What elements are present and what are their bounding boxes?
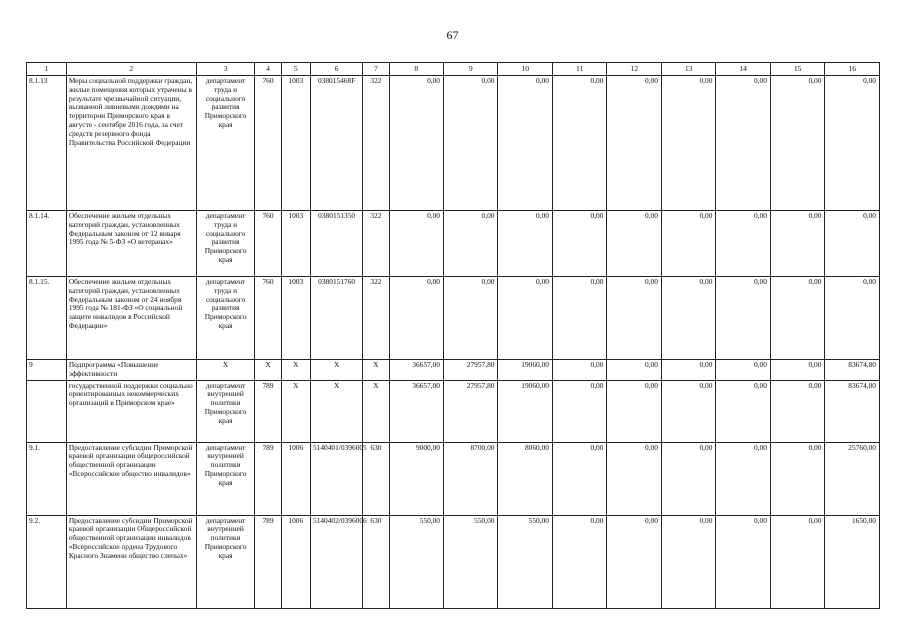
table-cell-c13: 0,00 <box>661 515 715 608</box>
table-cell-no: 9 <box>27 360 67 381</box>
column-header: 4 <box>255 63 281 76</box>
table-cell-no: 8.1.15. <box>27 277 67 360</box>
table-cell-c15: 0,00 <box>770 76 824 211</box>
table-cell-c8: 550,00 <box>389 515 443 608</box>
table-cell-c6: 5140402/0396006 <box>310 515 362 608</box>
table-cell-name: Обеспечение жильем отдельных категорий граждан, установленных Федеральным законом от 24 ноября 1995 года № 181-ФЗ «О социальной защите инвалидов в Российской Федерации» <box>66 277 196 360</box>
table-cell-c12: 0,00 <box>607 76 661 211</box>
table-cell-c12: 0,00 <box>607 515 661 608</box>
table-cell-c13: 0,00 <box>661 76 715 211</box>
table-cell-c10: 0,00 <box>498 76 552 211</box>
table-cell-no: 8.1.14. <box>27 211 67 277</box>
table-cell-c14: 0,00 <box>716 211 770 277</box>
table-cell-c5: 1006 <box>281 515 310 608</box>
table-cell-c8: 9000,00 <box>389 442 443 515</box>
table-cell-c16: 83674,80 <box>825 380 880 442</box>
table-cell-c15: 0,00 <box>770 515 824 608</box>
table-cell-c10: 8060,00 <box>498 442 552 515</box>
page-number: 67 <box>446 28 459 42</box>
table-cell-c16: 1650,00 <box>825 515 880 608</box>
table-row <box>27 360 880 381</box>
table-cell-c5: 1006 <box>281 442 310 515</box>
table-cell-c5: 1003 <box>281 211 310 277</box>
table-row <box>27 442 880 515</box>
table-cell-c15: 0,00 <box>770 360 824 381</box>
table-cell-exec: департамент труда и социального развития Приморского края <box>196 211 255 277</box>
table-cell-c4: 760 <box>255 76 281 211</box>
table-cell-c9: 0,00 <box>444 277 498 360</box>
table-cell-c16: 25760,00 <box>825 442 880 515</box>
table-cell-c9: 27957,80 <box>444 360 498 381</box>
table-cell-c14: 0,00 <box>716 380 770 442</box>
table-cell-c10: 550,00 <box>498 515 552 608</box>
table-row <box>27 211 880 277</box>
table-cell-c8: 0,00 <box>389 277 443 360</box>
column-header: 10 <box>498 63 552 76</box>
budget-table <box>26 62 880 609</box>
table-cell-c6: 038015468F <box>310 76 362 211</box>
header-row <box>27 63 880 76</box>
table-cell-c11: 0,00 <box>552 277 606 360</box>
table-cell-c14: 0,00 <box>716 76 770 211</box>
table-cell-c16: 0,00 <box>825 76 880 211</box>
table-cell-c8: 0,00 <box>389 76 443 211</box>
table-cell-exec: департамент труда и социального развития Приморского края <box>196 277 255 360</box>
table-cell-name: Обеспечение жильем отдельных категорий граждан, установленных Федеральным законом от 12 января 1995 года № 5-ФЗ «О ветеранах» <box>66 211 196 277</box>
table-cell-c12: 0,00 <box>607 360 661 381</box>
table-cell-no: 8.1.13 <box>27 76 67 211</box>
table-cell-exec: X <box>196 360 255 381</box>
table-cell-c15: 0,00 <box>770 277 824 360</box>
table-cell-c4: 760 <box>255 211 281 277</box>
table-cell-c8: 0,00 <box>389 211 443 277</box>
table-cell-c4: 789 <box>255 515 281 608</box>
table-cell-exec: департамент внутренней политики Приморского края <box>196 515 255 608</box>
column-header: 1 <box>27 63 67 76</box>
table-cell-c12: 0,00 <box>607 211 661 277</box>
column-header: 6 <box>310 63 362 76</box>
table-row <box>27 380 880 442</box>
column-header: 7 <box>363 63 389 76</box>
table-cell-c10: 19060,00 <box>498 360 552 381</box>
column-header: 13 <box>661 63 715 76</box>
table-cell-c12: 0,00 <box>607 442 661 515</box>
table-row <box>27 515 880 608</box>
table-cell-exec: департамент внутренней политики Приморского края <box>196 380 255 442</box>
column-header: 5 <box>281 63 310 76</box>
table-cell-c7: 322 <box>363 76 389 211</box>
table-cell-c13: 0,00 <box>661 277 715 360</box>
table-cell-c4: 789 <box>255 442 281 515</box>
table-cell-c15: 0,00 <box>770 442 824 515</box>
table-cell-c12: 0,00 <box>607 380 661 442</box>
table-cell-c15: 0,00 <box>770 211 824 277</box>
table-cell-c16: 0,00 <box>825 277 880 360</box>
table-cell-c13: 0,00 <box>661 360 715 381</box>
table-cell-c7: 322 <box>363 277 389 360</box>
table-cell-c10: 19060,00 <box>498 380 552 442</box>
table-cell-c6: X <box>310 360 362 381</box>
table-cell-name: Меры социальной поддержки граждан, жилые помещения которых утрачены в результате чрезвычайной ситуации, вызванной ливневыми дождями на территории Приморского края в августе - сентябре 2016 года, за счет средств резервного фонда Правительства Российской Федерации <box>66 76 196 211</box>
table-cell-c9: 8700,00 <box>444 442 498 515</box>
table-cell-c8: 36657,00 <box>389 360 443 381</box>
table-cell-c11: 0,00 <box>552 380 606 442</box>
table-cell-c14: 0,00 <box>716 360 770 381</box>
table-cell-c4: 789 <box>255 380 281 442</box>
table-cell-c13: 0,00 <box>661 380 715 442</box>
table-cell-c7: 630 <box>363 515 389 608</box>
table-cell-name: Предоставление субсидии Приморской краевой организации Общероссийской общественной организации инвалидов «Всероссийское ордена Трудового Красного Знамени общество слепых» <box>66 515 196 608</box>
table-cell-c4: X <box>255 360 281 381</box>
table-cell-c5: 1003 <box>281 76 310 211</box>
table-cell-c11: 0,00 <box>552 515 606 608</box>
table-cell-c5: X <box>281 380 310 442</box>
table-cell-c7: X <box>363 360 389 381</box>
table-cell-c6: 5140401/0396005 <box>310 442 362 515</box>
table-cell-exec: департамент внутренней политики Приморского края <box>196 442 255 515</box>
table-cell-c11: 0,00 <box>552 211 606 277</box>
table-cell-c16: 0,00 <box>825 211 880 277</box>
table-cell-c9: 0,00 <box>444 211 498 277</box>
table-cell-no: 9.1. <box>27 442 67 515</box>
column-header: 8 <box>389 63 443 76</box>
column-header: 16 <box>825 63 880 76</box>
column-header: 2 <box>66 63 196 76</box>
table-row <box>27 277 880 360</box>
table-cell-no: 9.2. <box>27 515 67 608</box>
table-cell-c10: 0,00 <box>498 277 552 360</box>
column-header: 3 <box>196 63 255 76</box>
table-cell-c6: 0380151350 <box>310 211 362 277</box>
table-cell-no <box>27 380 67 442</box>
table-cell-c10: 0,00 <box>498 211 552 277</box>
table-cell-c11: 0,00 <box>552 360 606 381</box>
table-cell-c9: 27957,80 <box>444 380 498 442</box>
table-cell-c14: 0,00 <box>716 277 770 360</box>
table-cell-c14: 0,00 <box>716 442 770 515</box>
column-header: 9 <box>444 63 498 76</box>
table-cell-c11: 0,00 <box>552 442 606 515</box>
table-cell-c8: 36657,00 <box>389 380 443 442</box>
table-cell-c5: 1003 <box>281 277 310 360</box>
table-cell-c13: 0,00 <box>661 442 715 515</box>
table-cell-c7: 322 <box>363 211 389 277</box>
table-cell-name: Предоставление субсидии Приморской краевой организации общероссийской общественной организации «Всероссийское общество инвалидов» <box>66 442 196 515</box>
table-cell-c12: 0,00 <box>607 277 661 360</box>
column-header: 14 <box>716 63 770 76</box>
table-cell-c15: 0,00 <box>770 380 824 442</box>
table-cell-c7: 630 <box>363 442 389 515</box>
column-header: 15 <box>770 63 824 76</box>
column-header: 12 <box>607 63 661 76</box>
table-cell-c6: X <box>310 380 362 442</box>
table-cell-name: государственной поддержки социально ориентированных некоммерческих организаций в Приморском крае» <box>66 380 196 442</box>
table-cell-name: Подпрограмма «Повышение эффективности <box>66 360 196 381</box>
table-cell-c11: 0,00 <box>552 76 606 211</box>
table-cell-c9: 550,00 <box>444 515 498 608</box>
table-cell-c16: 83674,80 <box>825 360 880 381</box>
table-cell-c4: 760 <box>255 277 281 360</box>
table-cell-c14: 0,00 <box>716 515 770 608</box>
table-cell-c5: X <box>281 360 310 381</box>
table-cell-exec: департамент труда и социального развития Приморского края <box>196 76 255 211</box>
table-cell-c7: X <box>363 380 389 442</box>
table-cell-c13: 0,00 <box>661 211 715 277</box>
table-cell-c9: 0,00 <box>444 76 498 211</box>
table-cell-c6: 0380151760 <box>310 277 362 360</box>
table-row <box>27 76 880 211</box>
column-header: 11 <box>552 63 606 76</box>
